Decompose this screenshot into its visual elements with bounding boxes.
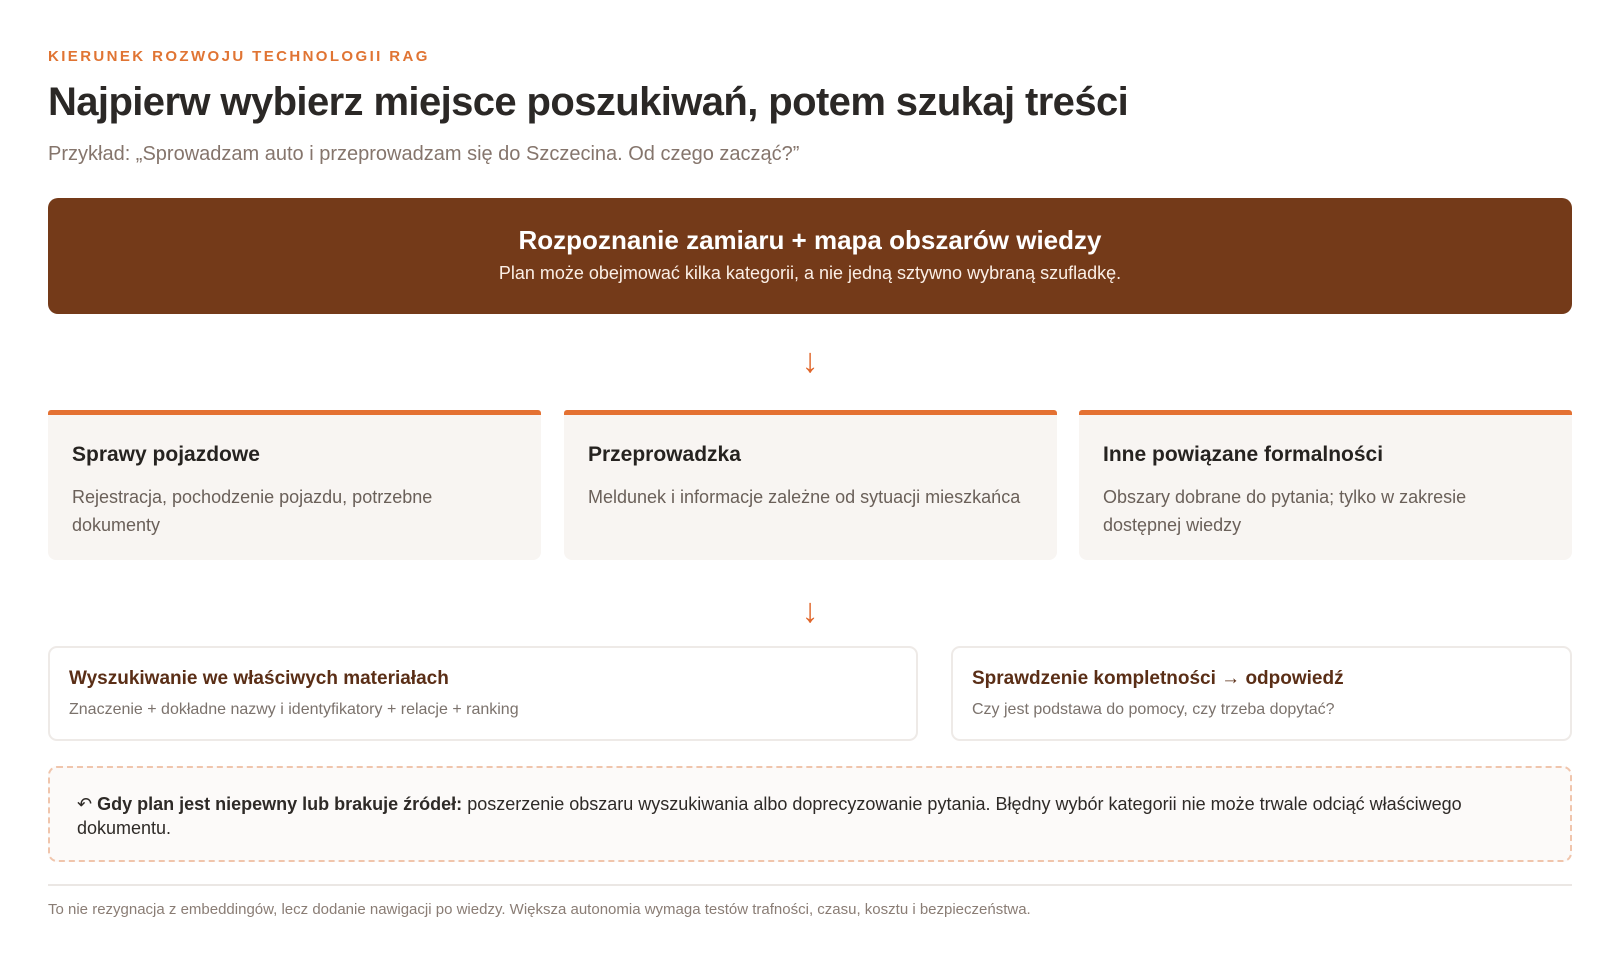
step-description: Czy jest podstawa do pomocy, czy trzeba dopytać? <box>972 701 1335 718</box>
category-card-title: Inne powiązane formalności <box>1103 443 1384 466</box>
category-card-title: Sprawy pojazdowe <box>72 443 260 466</box>
fallback-note-bold: Gdy plan jest niepewny lub brakuje źródeł: <box>97 794 463 814</box>
intent-recognition-box <box>48 198 1572 314</box>
footer-divider <box>48 884 1572 886</box>
step-description: Znaczenie + dokładne nazwy i identyfikatory + relacje + ranking <box>69 701 519 718</box>
category-card-title: Przeprowadzka <box>588 443 741 466</box>
footer-note: To nie rezygnacja z embeddingów, lecz dodanie nawigacji po wiedzy. Większa autonomia wymaga testów trafności, czasu, kosztu i bezpieczeństwa. <box>48 901 1031 918</box>
page-title: Najpierw wybierz miejsce poszukiwań, potem szukaj treści <box>48 80 1129 124</box>
step-completeness-box <box>951 646 1572 741</box>
fallback-note-box <box>48 766 1572 862</box>
intent-recognition-title: Rozpoznanie zamiaru + mapa obszarów wiedzy <box>518 225 1102 255</box>
arrow-down-icon: ↓ <box>801 342 819 380</box>
category-card-other <box>1079 410 1572 560</box>
fallback-note-body: poszerzenie obszaru wyszukiwania albo doprecyzowanie pytania. Błędny wybór kategorii nie może trwale odciąć właściwego dokumentu. <box>77 794 1462 838</box>
category-card-description: Meldunek i informacje zależne od sytuacji mieszkańca <box>588 487 1021 507</box>
eyebrow-label: KIERUNEK ROZWOJU TECHNOLOGII RAG <box>48 48 430 65</box>
step-search-box <box>48 646 918 741</box>
arrow-down-icon: ↓ <box>801 592 819 630</box>
step-title: Sprawdzenie kompletności → odpowiedź <box>972 668 1344 689</box>
category-card-vehicle <box>48 410 541 560</box>
category-card-relocation <box>564 410 1057 560</box>
page-subtitle: Przykład: „Sprowadzam auto i przeprowadzam się do Szczecina. Od czego zacząć?” <box>48 143 800 165</box>
category-card-description: Rejestracja, pochodzenie pojazdu, potrzebne dokumenty <box>72 487 433 535</box>
fallback-note-text <box>77 792 1517 840</box>
step-title: Wyszukiwanie we właściwych materiałach <box>69 668 449 689</box>
intent-recognition-subtitle: Plan może obejmować kilka kategorii, a nie jedną sztywno wybraną szufladkę. <box>498 263 1122 283</box>
undo-arrow-icon: ↶ <box>77 794 93 814</box>
category-card-description: Obszary dobrane do pytania; tylko w zakresie dostępnej wiedzy <box>1103 487 1467 535</box>
